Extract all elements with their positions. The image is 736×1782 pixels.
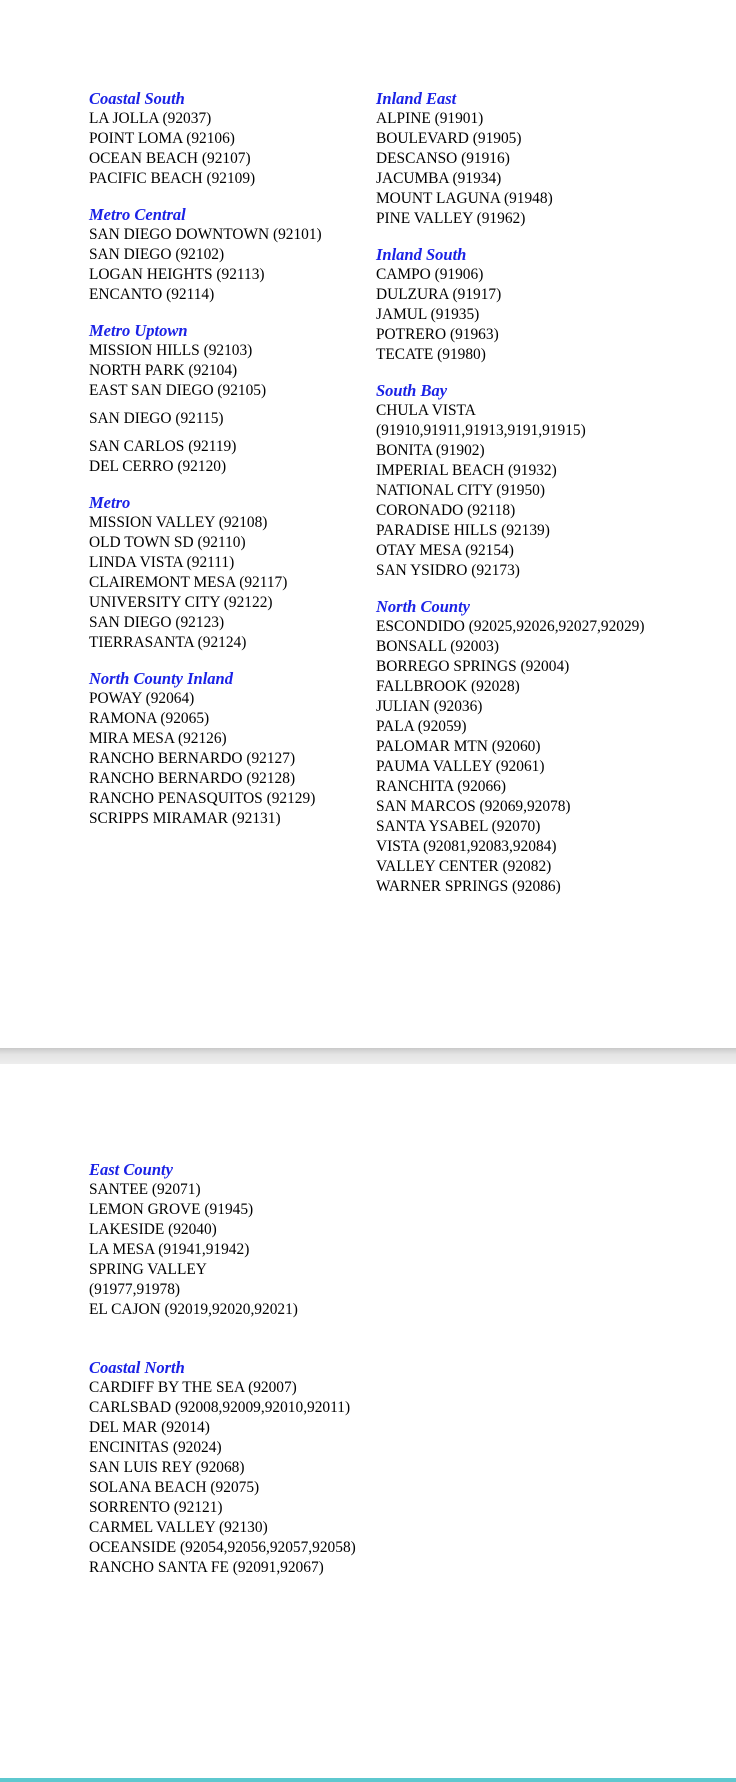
region-title: Metro Central [89,205,186,224]
area-entry: EL CAJON (92019,92020,92021) [89,1301,298,1318]
area-entry: PAUMA VALLEY (92061) [376,758,545,775]
area-entry: MISSION VALLEY (92108) [89,514,268,531]
area-entry: DULZURA (91917) [376,286,502,303]
area-entry: FALLBROOK (92028) [376,678,520,695]
region-metro-uptown [89,321,322,477]
area-entry: LA MESA (91941,91942) [89,1241,250,1258]
area-entry: NORTH PARK (92104) [89,362,238,379]
region-entries [89,513,322,653]
area-entry: SAN DIEGO (92102) [89,246,225,263]
area-entry: JAMUL (91935) [376,306,480,323]
area-entry: PINE VALLEY (91962) [376,210,526,227]
page-2-column [89,1160,356,1578]
area-entry: CHULA VISTA [376,402,476,419]
area-entry: VISTA (92081,92083,92084) [376,838,557,855]
area-entry: ESCONDIDO (92025,92026,92027,92029) [376,618,645,635]
area-entry: SCRIPPS MIRAMAR (92131) [89,810,281,827]
region-title: East County [89,1160,173,1179]
area-entry: LAKESIDE (92040) [89,1221,217,1238]
page-separator [0,1048,736,1064]
area-entry: CARDIFF BY THE SEA (92007) [89,1379,297,1396]
area-entry: LOGAN HEIGHTS (92113) [89,266,265,283]
document-page-2 [0,1064,736,1782]
area-entry: CAMPO (91906) [376,266,484,283]
area-entry: (91910,91911,91913,9191,91915) [376,422,586,439]
area-entry: CARMEL VALLEY (92130) [89,1519,268,1536]
area-entry: (91977,91978) [89,1281,181,1298]
area-entry: SOLANA BEACH (92075) [89,1479,260,1496]
area-entry: ENCINITAS (92024) [89,1439,222,1456]
area-entry: LEMON GROVE (91945) [89,1201,254,1218]
region-east-county [89,1160,356,1320]
region-title: Coastal South [89,89,185,108]
region-entries [89,225,322,305]
area-entry: JULIAN (92036) [376,698,483,715]
region-entries [376,617,644,897]
area-entry: BONSALL (92003) [376,638,499,655]
region-entries [89,689,322,829]
area-entry: OLD TOWN SD (92110) [89,534,246,551]
region-title: Inland East [376,89,457,108]
region-entries [89,1378,356,1578]
region-title: Metro [89,493,131,512]
area-entry: RANCHO SANTA FE (92091,92067) [89,1559,324,1576]
area-entry: MIRA MESA (92126) [89,730,227,747]
region-title: Coastal North [89,1358,185,1377]
area-entry: RANCHITA (92066) [376,778,507,795]
region-inland-east [376,89,644,229]
area-entry: OCEAN BEACH (92107) [89,150,251,167]
area-entry: ENCANTO (92114) [89,286,215,303]
area-entry: TIERRASANTA (92124) [89,634,247,651]
region-entries [89,109,322,189]
area-entry: VALLEY CENTER (92082) [376,858,552,875]
area-entry: PACIFIC BEACH (92109) [89,170,256,187]
area-entry: POINT LOMA (92106) [89,130,235,147]
area-entry: SAN LUIS REY (92068) [89,1459,245,1476]
area-entry: MISSION HILLS (92103) [89,342,253,359]
region-north-county [376,597,644,897]
area-entry: JACUMBA (91934) [376,170,502,187]
area-entry: BONITA (91902) [376,442,485,459]
area-entry: EAST SAN DIEGO (92105) [89,382,267,399]
area-entry: PALOMAR MTN (92060) [376,738,541,755]
right-column [376,89,644,897]
area-entry: SAN YSIDRO (92173) [376,562,520,579]
area-entry: POWAY (92064) [89,690,195,707]
area-entry: SORRENTO (92121) [89,1499,223,1516]
area-entry: DEL MAR (92014) [89,1419,210,1436]
bottom-rule [0,1778,736,1782]
area-entry: UNIVERSITY CITY (92122) [89,594,273,611]
area-entry: RANCHO BERNARDO (92128) [89,770,296,787]
region-coastal-north [89,1358,356,1578]
area-entry: PARADISE HILLS (92139) [376,522,550,539]
region-metro [89,493,322,653]
area-entry: SAN DIEGO (92123) [89,614,225,631]
region-coastal-south [89,89,322,189]
region-entries [376,265,644,365]
area-entry: CLAIREMONT MESA (92117) [89,574,288,591]
region-entries [89,1180,356,1320]
area-entry: OTAY MESA (92154) [376,542,514,559]
area-entry: RANCHO BERNARDO (92127) [89,750,296,767]
area-entry: SAN DIEGO DOWNTOWN (92101) [89,226,322,243]
area-entry: SANTEE (92071) [89,1181,201,1198]
area-entry: MOUNT LAGUNA (91948) [376,190,553,207]
left-column [89,89,322,829]
area-entry: LINDA VISTA (92111) [89,554,235,571]
region-entries [376,401,644,581]
area-entry: NATIONAL CITY (91950) [376,482,545,499]
area-entry: RAMONA (92065) [89,710,210,727]
area-entry: CORONADO (92118) [376,502,516,519]
area-entry: TECATE (91980) [376,346,486,363]
area-entry: RANCHO PENASQUITOS (92129) [89,790,316,807]
area-entry: IMPERIAL BEACH (91932) [376,462,557,479]
area-entry: SANTA YSABEL (92070) [376,818,541,835]
area-entry: BOULEVARD (91905) [376,130,522,147]
region-title: Metro Uptown [89,321,188,340]
area-entry: PALA (92059) [376,718,467,735]
area-entry: SAN MARCOS (92069,92078) [376,798,571,815]
area-entry: POTRERO (91963) [376,326,499,343]
area-entry: DEL CERRO (92120) [89,458,227,475]
area-entry: CARLSBAD (92008,92009,92010,92011) [89,1399,351,1416]
area-entry: BORREGO SPRINGS (92004) [376,658,570,675]
area-entry: ALPINE (91901) [376,110,484,127]
region-title: North County [376,597,470,616]
area-entry: WARNER SPRINGS (92086) [376,878,561,895]
region-entries [89,341,322,477]
area-entry: SAN DIEGO (92115) [89,410,224,427]
region-title: North County Inland [89,669,233,688]
region-north-county-inland [89,669,322,829]
region-title: South Bay [376,381,448,400]
area-entry: SAN CARLOS (92119) [89,438,237,455]
region-metro-central [89,205,322,305]
region-entries [376,109,644,229]
area-entry: SPRING VALLEY [89,1261,207,1278]
area-entry: DESCANSO (91916) [376,150,510,167]
area-entry: LA JOLLA (92037) [89,110,212,127]
area-entry: OCEANSIDE (92054,92056,92057,92058) [89,1539,356,1556]
region-title: Inland South [376,245,467,264]
region-south-bay [376,381,644,581]
region-inland-south [376,245,644,365]
